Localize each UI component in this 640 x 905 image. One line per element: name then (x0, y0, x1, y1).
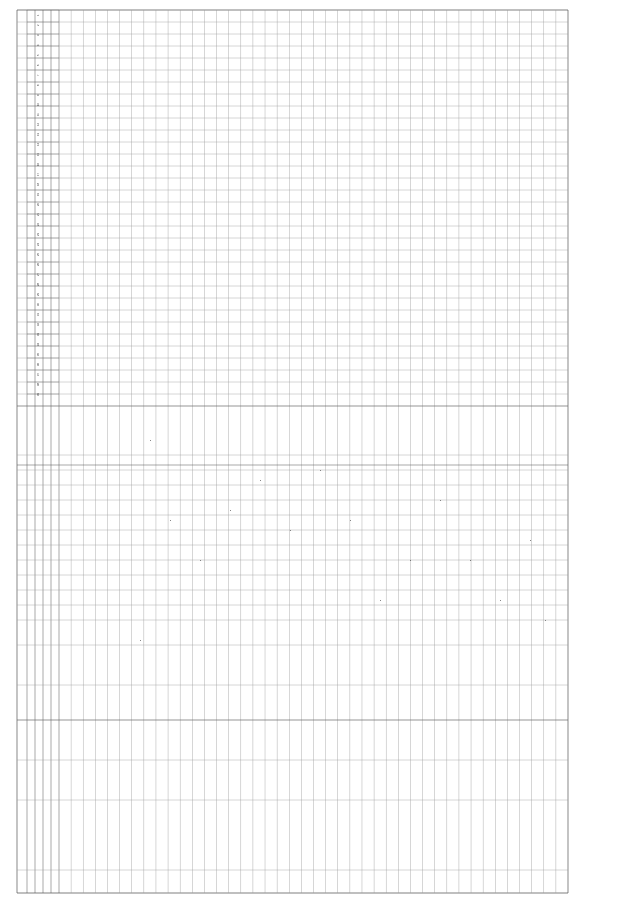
cell-mark (530, 540, 531, 541)
column-number: 27 (37, 273, 40, 276)
column-number: 35 (37, 353, 40, 356)
cell-mark (320, 470, 321, 471)
column-number: 3 (37, 34, 40, 36)
column-number: 23 (37, 233, 40, 236)
cell-mark (440, 500, 441, 501)
column-number: 11 (37, 113, 40, 116)
column-number: 5 (37, 54, 40, 56)
column-number: 33 (37, 333, 40, 336)
column-number: 14 (37, 143, 40, 146)
column-number: 12 (37, 123, 40, 126)
column-number: 31 (37, 313, 40, 316)
column-number: 28 (37, 283, 40, 286)
column-number: 15 (37, 153, 40, 156)
cell-mark (140, 640, 141, 641)
column-number: 16 (37, 163, 40, 166)
column-number: 9 (37, 94, 40, 96)
column-number: 38 (37, 383, 40, 386)
column-number: 10 (37, 103, 40, 106)
column-number: 30 (37, 303, 40, 306)
column-number: 2 (37, 24, 40, 26)
column-number: 18 (37, 183, 40, 186)
cell-mark (350, 520, 351, 521)
cell-mark (260, 480, 261, 481)
column-number: 37 (37, 373, 40, 376)
column-number: 20 (37, 203, 40, 206)
column-number: 36 (37, 363, 40, 366)
cell-mark (290, 530, 291, 531)
column-number: 17 (37, 173, 40, 176)
cell-mark (470, 560, 471, 561)
cell-mark (200, 560, 201, 561)
column-number: 7 (37, 74, 40, 76)
column-number: 24 (37, 243, 40, 246)
cell-mark (380, 600, 381, 601)
column-number: 4 (37, 44, 40, 46)
cell-mark (230, 510, 231, 511)
cell-mark (545, 620, 546, 621)
column-number: 29 (37, 293, 40, 296)
cell-mark (410, 560, 411, 561)
column-number: 26 (37, 263, 40, 266)
column-number: 13 (37, 133, 40, 136)
column-number: 22 (37, 223, 40, 226)
cell-mark (150, 440, 151, 441)
cell-mark (170, 520, 171, 521)
column-number: 34 (37, 343, 40, 346)
column-number: 39 (37, 393, 40, 396)
column-number: 21 (37, 213, 40, 216)
column-number: 6 (37, 64, 40, 66)
column-number: 25 (37, 253, 40, 256)
cell-mark (500, 600, 501, 601)
column-number: 19 (37, 193, 40, 196)
column-number: 1 (37, 14, 40, 16)
column-number: 32 (37, 323, 40, 326)
column-number: 8 (37, 84, 40, 86)
